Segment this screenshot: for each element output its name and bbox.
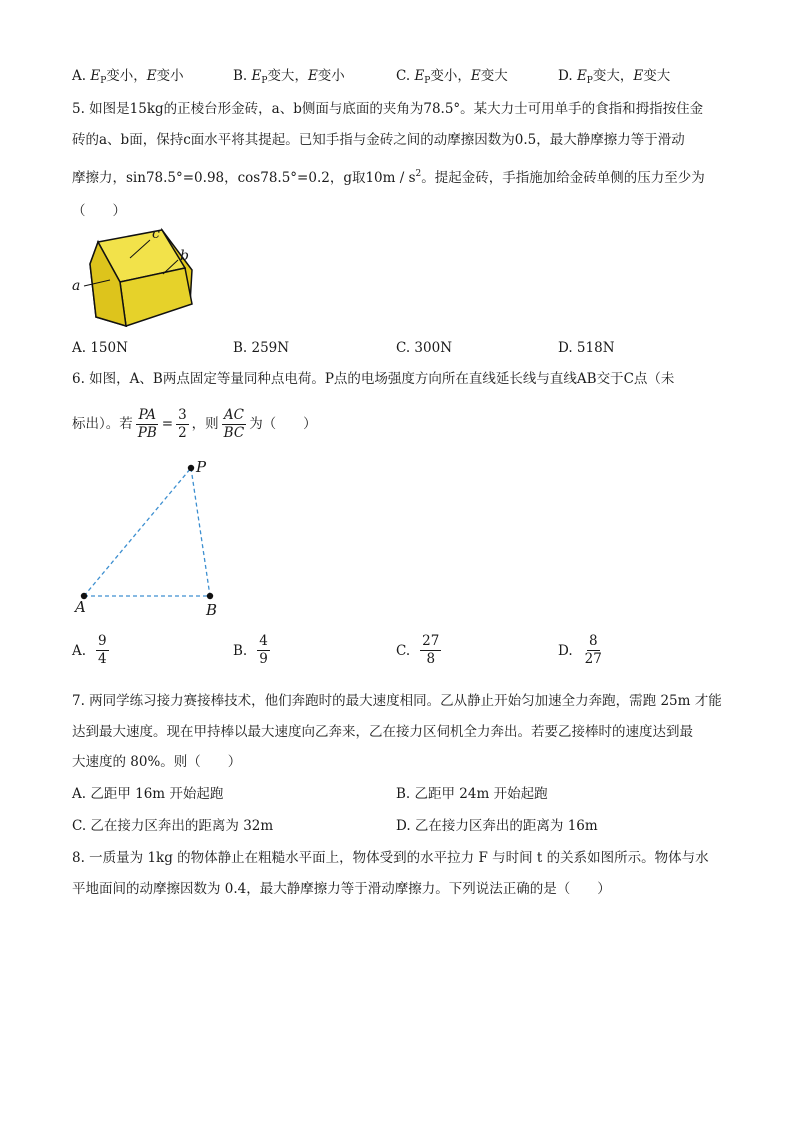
q7-line-3: 大速度的 80%。则（ ） <box>72 754 242 770</box>
label-p: P <box>196 458 207 476</box>
q6-option-a[interactable]: A. $\frac{9}{4}$ <box>72 633 107 667</box>
q7-line-1: 7. 两同学练习接力赛接棒技术，他们奔跑时的最大速度相同。乙从静止开始匀加速全力奔跑，需跑 25m 才能 <box>72 693 722 709</box>
q6-line-1: 6. 如图，A、B两点固定等量同种点电荷。P点的电场强度方向所在直线延长线与直线AB交于C点（未 <box>72 371 675 387</box>
q4-option-b[interactable]: B. $E_P$变大，E变小 <box>233 68 345 86</box>
q7-option-a[interactable]: A. 乙距甲 16m 开始起跑 <box>72 786 224 802</box>
q7-option-b[interactable]: B. 乙距甲 24m 开始起跑 <box>396 786 548 802</box>
q5-line-2: 砖的a、b面，保持c面水平将其提起。已知手指与金砖之间的动摩擦因数为0.5，最大静摩擦力等于滑动 <box>72 132 685 148</box>
q4-option-a[interactable]: A. $E_P$变小，E变小 <box>72 68 184 86</box>
brick-label-a: a <box>72 278 81 294</box>
q5-option-d[interactable]: D. 518N <box>558 340 615 356</box>
label-a: A <box>75 598 86 616</box>
line-ap <box>84 468 191 596</box>
q7-option-c[interactable]: C. 乙在接力区奔出的距离为 32m <box>72 818 274 834</box>
line-pb <box>191 468 210 596</box>
q4-option-d[interactable]: D. $E_P$变大，E变大 <box>558 68 671 86</box>
q5-option-b[interactable]: B. 259N <box>233 340 290 356</box>
gold-brick-figure <box>68 222 208 332</box>
point-p <box>188 465 194 471</box>
q6-line-2: 标出）。若 $\frac{PA}{PB}$ = $\frac{3}{2}$ ，则 $\frac{AC}{BC}$ 为（ ） <box>72 406 317 441</box>
fraction-3-2: $\frac{3}{2}$ <box>178 406 187 441</box>
q5-option-a[interactable]: A. 150N <box>72 340 128 356</box>
q4-option-c[interactable]: C. $E_P$变小，E变大 <box>396 68 508 86</box>
fraction-ac-bc: $\frac{AC}{BC}$ <box>223 406 245 441</box>
brick-label-b: b <box>180 248 189 264</box>
label-b: B <box>206 601 218 619</box>
q6-option-b[interactable]: B. $\frac{4}{9}$ <box>233 633 268 667</box>
brick-label-c: c <box>152 226 160 242</box>
q8-line-1: 8. 一质量为 1kg 的物体静止在粗糙水平面上，物体受到的水平拉力 F 与时间 t 的关系如图所示。物体与水 <box>72 850 709 866</box>
q7-line-2: 达到最大速度。现在甲持棒以最大速度向乙奔来，乙在接力区伺机全力奔出。若要乙接棒时的速度达到最 <box>72 724 693 740</box>
q5-line-3: 摩擦力，sin78.5°=0.98，cos78.5°=0.2，g取$10m / s^2$。提起金砖，手指施加给金砖单侧的压力至少为 <box>72 169 705 186</box>
q5-answer-paren: （ ） <box>72 203 126 219</box>
point-b <box>207 593 213 599</box>
q6-option-d[interactable]: D. $\frac{8}{27}$ <box>558 633 602 667</box>
q5-option-c[interactable]: C. 300N <box>396 340 453 356</box>
fraction-pa-pb: $\frac{PA}{PB}$ <box>137 406 157 441</box>
charge-triangle-figure <box>70 455 230 615</box>
q6-option-c[interactable]: C. $\frac{27}{8}$ <box>396 633 440 667</box>
q5-line-1: 5. 如图是15kg的正棱台形金砖，a、b侧面与底面的夹角为78.5°。某大力士可用单手的食指和拇指按住金 <box>72 101 704 117</box>
q7-option-d[interactable]: D. 乙在接力区奔出的距离为 16m <box>396 818 598 834</box>
q8-line-2: 平地面间的动摩擦因数为 0.4，最大静摩擦力等于滑动摩擦力。下列说法正确的是（ ） <box>72 881 611 897</box>
